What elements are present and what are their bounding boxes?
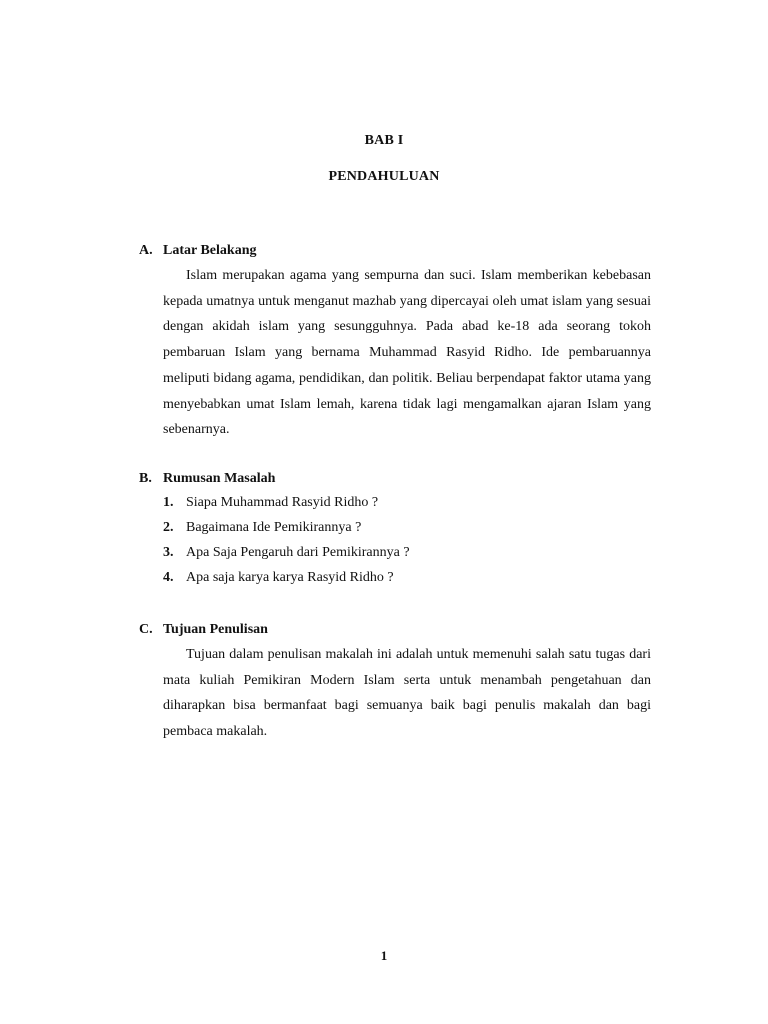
- list-item: [163, 519, 651, 544]
- section-c-paragraph: Tujuan dalam penulisan makalah ini adalah untuk memenuhi salah satu tugas dari mata kuliah Pemikiran Modern Islam serta untuk menambah pengetahuan dan diharapkan bisa bermanfaat bagi semuanya baik bagi penulis makalah dan bagi pembaca makalah.: [163, 647, 651, 740]
- section-c-letter: C.: [139, 622, 153, 637]
- list-item-text: Apa saja karya karya Rasyid Ridho ?: [186, 570, 394, 585]
- problem-list: [163, 494, 651, 594]
- chapter-title: PENDAHULUAN: [328, 169, 440, 184]
- section-b-heading: [139, 470, 275, 488]
- section-b-title: Rumusan Masalah: [163, 471, 276, 486]
- list-item-text: Siapa Muhammad Rasyid Ridho ?: [186, 495, 379, 510]
- list-item-number: 3.: [163, 545, 174, 560]
- list-item-text: Bagaimana Ide Pemikirannya ?: [186, 520, 362, 535]
- list-item: [163, 569, 651, 594]
- section-a-title: Latar Belakang: [163, 243, 257, 258]
- section-a-heading: [139, 242, 256, 260]
- section-b-letter: B.: [139, 471, 152, 486]
- section-c-heading: [139, 621, 268, 639]
- list-item-number: 1.: [163, 495, 174, 510]
- section-a-paragraph: Islam merupakan agama yang sempurna dan suci. Islam memberikan kebebasan kepada umatnya untuk menganut mazhab yang dipercayai oleh umat islam yang sesuai dengan akidah islam yang sesungguhnya. Pada abad ke-18 ada seorang tokoh pembaruan Islam yang bernama Muhammad Rasyid Ridho. Ide pembaruannya meliputi bidang agama, pendidikan, dan politik. Beliau berpendapat faktor utama yang menyebabkan umat Islam lemah, karena tidak lagi mengamalkan ajaran Islam yang sebenarnya.: [163, 268, 651, 438]
- section-a-letter: A.: [139, 243, 153, 258]
- chapter-number: BAB I: [364, 133, 404, 148]
- list-item-number: 4.: [163, 570, 174, 585]
- list-item-text: Apa Saja Pengaruh dari Pemikirannya ?: [186, 545, 410, 560]
- page-number: 1: [380, 948, 388, 963]
- list-item-number: 2.: [163, 520, 174, 535]
- list-item: [163, 494, 651, 519]
- list-item: [163, 544, 651, 569]
- section-c-title: Tujuan Penulisan: [163, 622, 268, 637]
